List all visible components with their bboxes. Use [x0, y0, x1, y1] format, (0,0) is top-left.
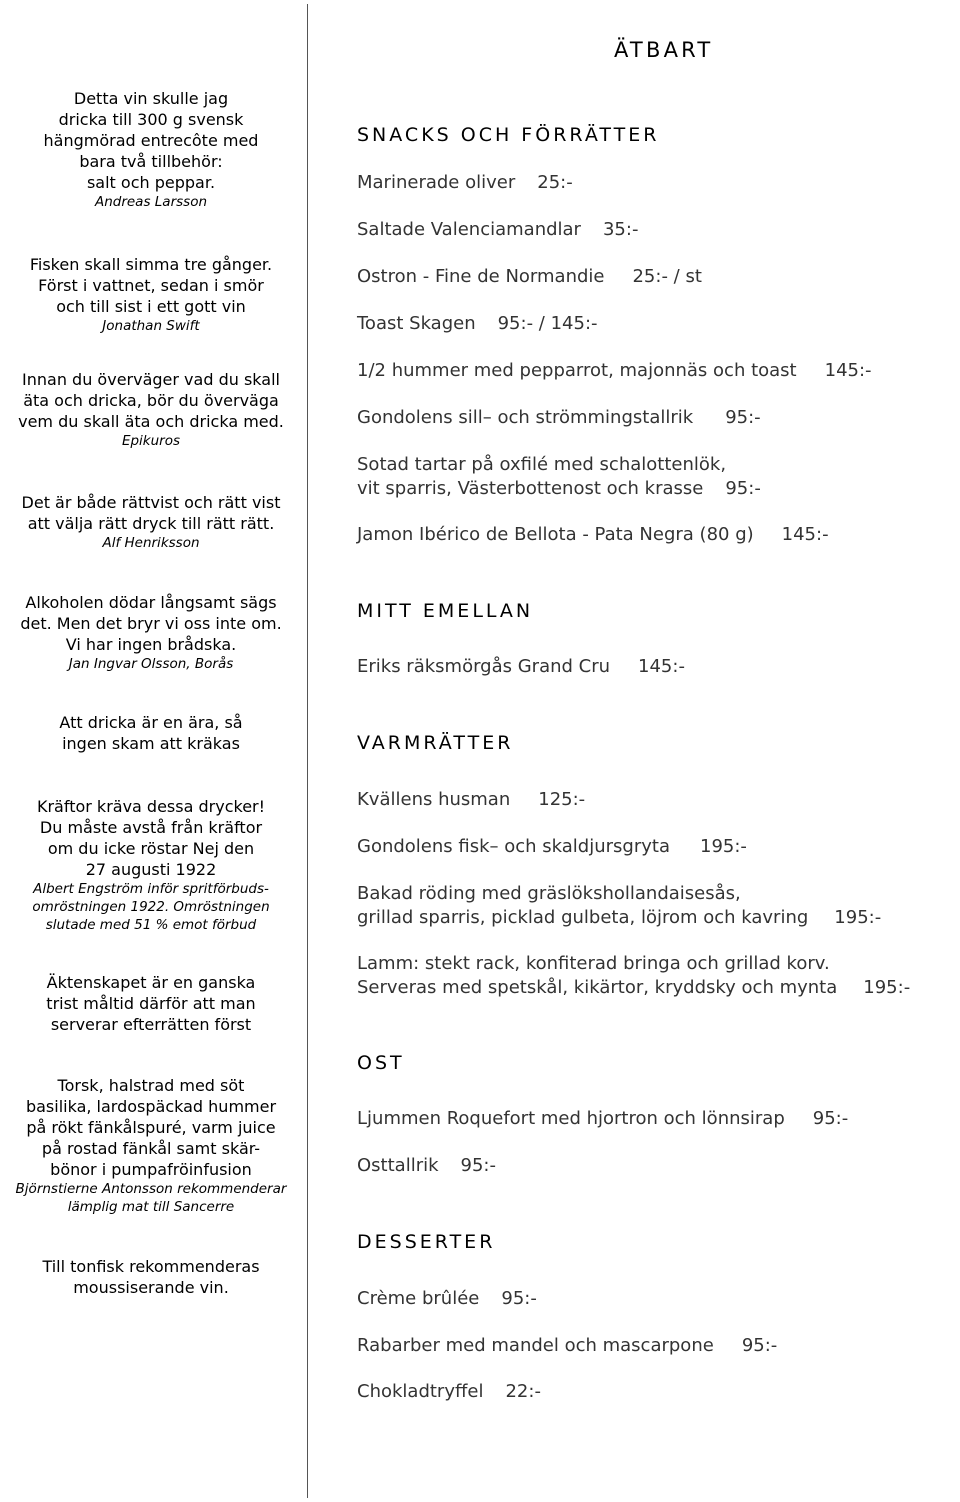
quote-line: Att dricka är en ära, så: [59, 713, 243, 732]
menu-item: [357, 1154, 496, 1178]
quote-line: om du icke röstar Nej den: [47, 839, 255, 858]
menu-item-text: Gondolens sill– och strömmingstallrik: [357, 407, 694, 428]
menu-item: [357, 835, 747, 859]
menu-item-name: [357, 523, 829, 547]
menu-item-text: grillad sparris, picklad gulbeta, löjrom och kavring: [357, 907, 809, 928]
quote-line: hängmörad entrecôte med: [43, 131, 259, 150]
menu-item-price: 95:-: [741, 1335, 778, 1356]
menu-item-name: [357, 655, 685, 679]
menu-item-text: Toast Skagen: [357, 313, 476, 334]
quote-line: Först i vattnet, sedan i smör: [38, 276, 264, 295]
quote-line: dricka till 300 g svensk: [58, 110, 244, 129]
menu-item-name: [357, 265, 702, 289]
quote-line: att välja rätt dryck till rätt rätt.: [27, 514, 275, 533]
menu-item-price: 195:-: [834, 907, 882, 928]
quote-line: på rökt fänkålspuré, varm juice: [26, 1118, 276, 1137]
menu-item-text: vit sparris, Västerbottenost och krasse: [357, 478, 704, 499]
menu-item-text: Eriks räksmörgås Grand Cru: [357, 656, 611, 677]
menu-item-name: [357, 788, 585, 812]
quote-block: [0, 1256, 302, 1298]
quote-author: Jonathan Swift: [102, 318, 200, 334]
menu-item: [357, 952, 910, 1000]
quote-block: [0, 972, 302, 1035]
menu-item-price: 95:-: [725, 478, 761, 499]
menu-item: [357, 406, 761, 430]
menu-item-name: [357, 359, 872, 383]
menu-item-price: 145:-: [824, 360, 872, 381]
quote-author: Albert Engström inför spritförbuds-: [33, 881, 269, 897]
quote-line: vem du skall äta och dricka med.: [18, 412, 284, 431]
menu-item-name: [357, 1154, 496, 1178]
menu-item-text: Gondolens fisk– och skaldjursgryta: [357, 836, 670, 857]
menu-item-name: [357, 453, 761, 477]
menu-item: [357, 312, 598, 336]
menu-item-name: [357, 171, 573, 195]
quote-block: [0, 712, 302, 754]
menu-item: [357, 265, 702, 289]
quote-line: serverar efterrätten först: [50, 1015, 252, 1034]
section-heading: OST: [357, 1052, 405, 1074]
quote-author: Jan Ingvar Olsson, Borås: [68, 656, 234, 672]
menu-item-price: 25:- / st: [632, 266, 702, 287]
menu-item: [357, 171, 573, 195]
menu-item-text: Sotad tartar på oxfilé med schalottenlök,: [357, 454, 727, 475]
menu-item: [357, 1107, 848, 1131]
quote-author: Alf Henriksson: [102, 535, 200, 551]
menu-item: [357, 788, 585, 812]
menu-item: [357, 882, 881, 930]
menu-item-price: 95:-: [501, 1288, 537, 1309]
menu-item-text: Rabarber med mandel och mascarpone: [357, 1335, 714, 1356]
menu-item: [357, 1334, 777, 1358]
quote-block: [0, 369, 302, 450]
quote-author: omröstningen 1922. Omröstningen: [32, 899, 270, 915]
quote-author: Andreas Larsson: [94, 194, 208, 210]
quote-line: Innan du överväger vad du skall: [22, 370, 280, 389]
quote-line: Kräftor kräva dessa drycker!: [36, 797, 266, 816]
menu-item-name: [357, 952, 910, 976]
quote-author: slutade med 51 % emot förbud: [45, 917, 257, 933]
menu-item-name: [357, 477, 761, 501]
quote-author: Björnstierne Antonsson rekommenderar: [15, 1181, 287, 1197]
menu-item-price: 35:-: [602, 219, 639, 240]
page-title: ÄTBART: [614, 38, 714, 62]
menu-item-price: 195:-: [863, 977, 911, 998]
quote-line: Du måste avstå från kräftor: [39, 818, 263, 837]
quote-line: trist måltid därför att man: [46, 994, 256, 1013]
quote-line: Det är både rättvist och rätt vist: [21, 493, 281, 512]
menu-item-text: Saltade Valenciamandlar: [357, 219, 581, 240]
quote-line: bönor i pumpafröinfusion: [50, 1160, 252, 1179]
quote-line: Till tonfisk rekommenderas: [42, 1257, 260, 1276]
quote-line: och till sist i ett gott vin: [56, 297, 246, 316]
menu-item-price: 95:-: [812, 1108, 849, 1129]
menu-item-name: [357, 976, 910, 1000]
menu-item: [357, 655, 685, 679]
menu-item: [357, 1380, 541, 1404]
menu-item-name: [357, 906, 881, 930]
menu-item-name: [357, 218, 638, 242]
menu-item-name: [357, 406, 761, 430]
menu-item-text: Serveras med spetskål, kikärtor, kryddsky och mynta: [357, 977, 838, 998]
quote-line: basilika, lardospäckad hummer: [25, 1097, 277, 1116]
quote-line: Alkoholen dödar långsamt sägs: [25, 593, 277, 612]
menu-item-price: 25:-: [537, 172, 573, 193]
menu-item: [357, 453, 761, 501]
menu-item: [357, 523, 829, 547]
menu-item-name: [357, 1287, 537, 1311]
menu-item-price: 145:-: [638, 656, 685, 677]
quote-line: 27 augusti 1922: [85, 860, 217, 879]
quote-author: lämplig mat till Sancerre: [67, 1199, 235, 1215]
menu-item: [357, 1287, 537, 1311]
quote-line: Fisken skall simma tre gånger.: [29, 255, 273, 274]
menu-item: [357, 218, 638, 242]
menu-item-name: [357, 882, 881, 906]
menu-item-name: [357, 835, 747, 859]
section-heading: DESSERTER: [357, 1231, 496, 1253]
menu-item-name: [357, 1107, 848, 1131]
quote-line: bara två tillbehör:: [79, 152, 223, 171]
menu-item-text: 1/2 hummer med pepparrot, majonnäs och toast: [357, 360, 797, 381]
menu-item-text: Marinerade oliver: [357, 172, 516, 193]
quote-line: Detta vin skulle jag: [73, 89, 229, 108]
quote-line: det. Men det bryr vi oss inte om.: [20, 614, 282, 633]
column-divider: [307, 4, 308, 1498]
menu-item-name: [357, 312, 598, 336]
menu-item-text: Osttallrik: [357, 1155, 439, 1176]
quote-block: [0, 88, 302, 211]
quote-line: Äktenskapet är en ganska: [46, 973, 256, 992]
menu-item-text: Lamm: stekt rack, konfiterad bringa och grillad korv.: [357, 953, 830, 974]
quote-block: [0, 1075, 302, 1216]
menu-item-text: Jamon Ibérico de Bellota - Pata Negra (80 g): [357, 524, 754, 545]
quote-line: ingen skam att kräkas: [62, 734, 240, 753]
menu-item-price: 95:-: [725, 407, 761, 428]
quote-line: på rostad fänkål samt skär-: [41, 1139, 261, 1158]
menu-item-text: Ostron - Fine de Normandie: [357, 266, 605, 287]
quote-block: [0, 492, 302, 552]
menu-item-price: 95:-: [460, 1155, 496, 1176]
menu-item-text: Chokladtryffel: [357, 1381, 484, 1402]
menu-item-name: [357, 1380, 541, 1404]
quote-line: moussiserande vin.: [73, 1278, 229, 1297]
menu-item-price: 195:-: [700, 836, 747, 857]
quote-line: salt och peppar.: [86, 173, 216, 192]
menu-item-price: 95:- / 145:-: [497, 313, 598, 334]
menu-item-price: 22:-: [505, 1381, 541, 1402]
section-heading: SNACKS OCH FÖRRÄTTER: [357, 124, 660, 146]
quote-block: [0, 592, 302, 673]
menu-item-text: Bakad röding med gräslökshollandaisesås,: [357, 883, 741, 904]
menu-item-name: [357, 1334, 777, 1358]
menu-item-price: 145:-: [781, 524, 829, 545]
quote-block: [0, 796, 302, 934]
section-heading: MITT EMELLAN: [357, 600, 534, 622]
menu-item-text: Kvällens husman: [357, 789, 511, 810]
quote-author: Epikuros: [121, 433, 181, 449]
quote-block: [0, 254, 302, 335]
quote-line: Torsk, halstrad med söt: [57, 1076, 245, 1095]
menu-item-price: 125:-: [538, 789, 586, 810]
menu-item: [357, 359, 872, 383]
menu-item-text: Ljummen Roquefort med hjortron och lönnsirap: [357, 1108, 785, 1129]
quote-line: äta och dricka, bör du överväga: [23, 391, 279, 410]
quote-line: Vi har ingen brådska.: [65, 635, 237, 654]
menu-item-text: Crème brûlée: [357, 1288, 480, 1309]
section-heading: VARMRÄTTER: [357, 732, 514, 754]
